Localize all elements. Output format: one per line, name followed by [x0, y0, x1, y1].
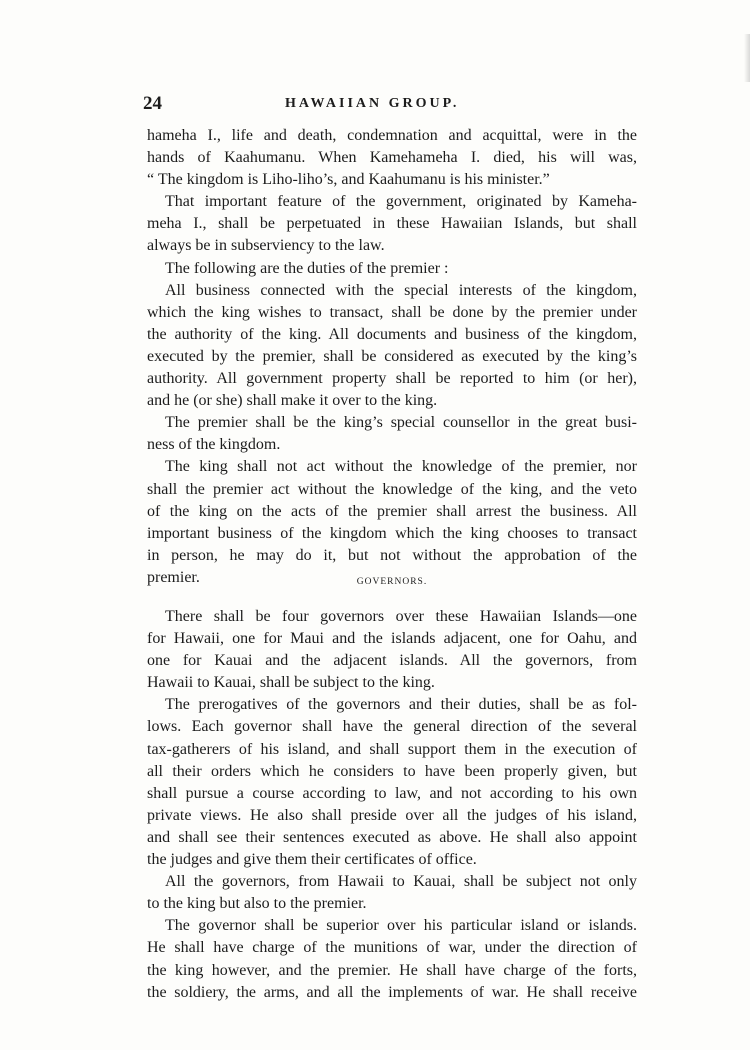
text-line: The premier shall be the king’s special counsellor in the great busi-	[165, 414, 637, 432]
text-line: the king however, and the premier. He shall have charge of the forts,	[147, 961, 637, 979]
text-line: one for Kauai and the adjacent islands. All the governors, from	[147, 652, 637, 670]
text-line: to the king but also to the premier.	[147, 895, 367, 913]
text-line: There shall be four governors over these Hawaiian Islands—one	[165, 608, 637, 625]
text-line: lows. Each governor shall have the general direction of the several	[147, 718, 637, 736]
text-line: hands of Kaahumanu. When Kamehameha I. died, his will was,	[147, 149, 637, 167]
text-line: all their orders which he considers to have been properly given, but	[147, 762, 637, 780]
text-line: the soldiery, the arms, and all the implements of war. He shall receive	[147, 983, 637, 1001]
text-line: ness of the kingdom.	[147, 436, 281, 454]
text-line: The king shall not act without the knowledge of the premier, nor	[165, 458, 637, 476]
text-line: Hawaii to Kauai, shall be subject to the king.	[147, 674, 435, 692]
facing-page-edge	[744, 34, 750, 82]
text-line: That important feature of the government, originated by Kameha-	[165, 193, 637, 211]
page-number: 24	[143, 93, 162, 114]
text-line: the judges and give them their certificates of office.	[147, 851, 477, 869]
text-line: “ The kingdom is Liho-liho’s, and Kaahumanu is his minister.”	[147, 171, 550, 189]
text-line: He shall have charge of the munitions of war, under the direction of	[147, 939, 637, 957]
text-line: The following are the duties of the premier :	[165, 259, 449, 277]
text-line: shall the premier act without the knowledge of the king, and the veto	[147, 480, 637, 498]
text-line: All business connected with the special interests of the kingdom,	[165, 281, 637, 299]
text-line: the authority of the king. All documents and business of the kingdom,	[147, 325, 637, 343]
text-line: premier.	[147, 568, 200, 586]
text-line: The prerogatives of the governors and their duties, shall be as fol-	[165, 696, 637, 714]
text-line: always be in subserviency to the law.	[147, 237, 385, 255]
running-head	[143, 93, 637, 115]
text-line: and he (or she) shall make it over to the king.	[147, 392, 438, 410]
text-line: and shall see their sentences executed as above. He shall also appoint	[147, 828, 637, 846]
text-line: which the king wishes to transact, shall be done by the premier under	[147, 303, 637, 321]
text-line: The governor shall be superior over his particular island or islands.	[165, 917, 637, 935]
text-line: important business of the kingdom which the king chooses to transact	[147, 524, 637, 542]
text-line: authority. All government property shall be reported to him (or her),	[147, 370, 637, 388]
governors-text	[147, 606, 637, 1004]
text-line: All the governors, from Hawaii to Kauai, shall be subject not only	[165, 873, 637, 891]
text-line: in person, he may do it, but not without the approbation of the	[147, 546, 637, 564]
text-line: shall pursue a course according to law, and not according to his own	[147, 784, 637, 802]
text-line: tax-gatherers of his island, and shall support them in the execution of	[147, 740, 637, 758]
section-heading-governors: GOVERNORS.	[356, 577, 428, 587]
text-line: meha I., shall be perpetuated in these Hawaiian Islands, but shall	[147, 215, 637, 233]
text-line: for Hawaii, one for Maui and the islands adjacent, one for Oahu, and	[147, 630, 637, 648]
text-line: of the king on the acts of the premier shall arrest the business. All	[147, 502, 637, 520]
running-title: HAWAIIAN GROUP.	[285, 96, 460, 111]
premier-duties-text	[147, 125, 637, 589]
text-line: private views. He also shall preside over all the judges of his island,	[147, 806, 637, 824]
text-line: executed by the premier, shall be considered as executed by the king’s	[147, 347, 637, 365]
text-line: hameha I., life and death, condemnation and acquittal, were in the	[147, 127, 637, 144]
